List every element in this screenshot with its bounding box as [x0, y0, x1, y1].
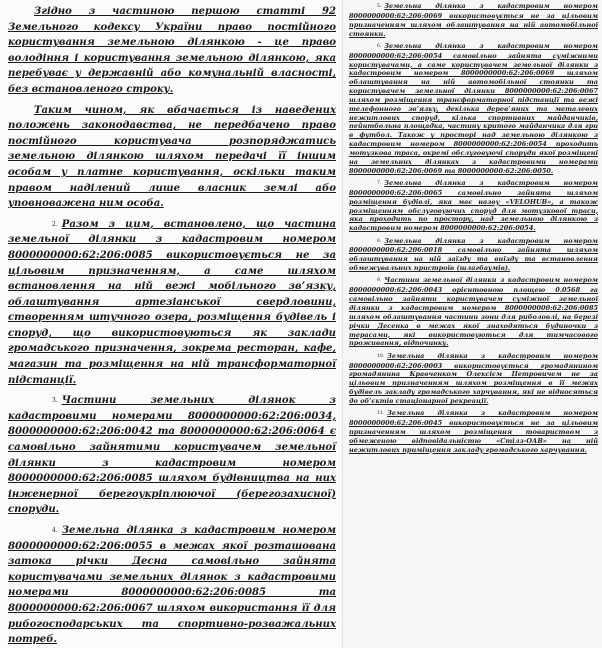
paragraph [8, 393, 336, 518]
paragraph [349, 179, 598, 233]
paragraph-number: 11. [377, 411, 385, 417]
right-column [343, 0, 602, 648]
paragraph [349, 237, 598, 273]
paragraph [8, 103, 336, 212]
paragraph-number: 7. [377, 181, 382, 187]
paragraph-text: Земельна ділянка з кадастровим номером 8000000000:62:206:0018 самовільно зайнята шляхом облаштування на ній заїзду та виїзду та встановлення обмежувальних пристроїв (шлагбаумів). [349, 236, 598, 273]
paragraph-text: Земельна ділянка з кадастровим номером 8000000000:62:206:0069 використовується не за цільовим призначенням шляхом облаштування на ній автомобільної стоянки. [349, 2, 598, 38]
paragraph [8, 217, 336, 389]
paragraph-text: Земельна ділянка з кадастровим номером 8000000000:62:206:0045 використовується не за цільовим призначенням шляхом розміщення товариством з обмеженою відповідальністю «Стілз-ОАВ» на ній нежитлових приміщення закладу громадського харчування. [349, 409, 598, 454]
paragraph-text: Земельна ділянка з кадастровим номером 8000000000:62:206:0054 самовільно зайнята суміжними користувачами, а саме користувачем земельної ділянки з кадастровим номером 8000000000:62:206:0069 шляхом облаштування на ній автомобільної стоянки та користувачем земельної ділянки 8000000000:62:206:0067 шляхом розміщення трансформаторної підстанції та вежі телефонного зв’язку, декілька дерев’яних та металевих нежитлових споруд, кілька спортивних майданчиків, пейнтбольна площадка, частину критого майданчика для гри в футбол. Також у просторі над земельною ділянкою з кадастровим номером 8000000000:62:206:0054 проходить мотузкова траса, окремі обслуговуючі споруди якої розміщені на земельних ділянках з кадастровими номерами 8000000000:62:206:0069 та 8000000000:62:206:0050. [349, 41, 598, 175]
paragraph [349, 2, 598, 38]
paragraph [8, 4, 336, 98]
paragraph-text: Разом з цим, встановлено, що частина земельної ділянки з кадастровим номером 8000000000:62:206:0085 використовується не за цільовим призначенням, а саме шляхом встановлення на ній вежі мобільного зв’язку, облаштування артезіанської свердловини, створенням штучного озера, розміщення будівель і споруд, що використовуються як заклади громадського призначення, зокрема ресторан, кафе, магазин та розміщення на ній трансформаторної підстанції. [8, 218, 336, 386]
paragraph [349, 409, 598, 454]
paragraph-text: Згідно з частиною першою статті 92 Земельного кодексу України право постійного користування земельною ділянкою - це право володіння і користування земельною ділянкою, яка перебуває у державній або комунальній власності, без встановленого строку. [8, 6, 336, 95]
paragraph-number: 4. [52, 527, 58, 534]
paragraph [349, 352, 598, 406]
paragraph-number: 3. [52, 397, 58, 405]
paragraph-text: Таким чином, як вбачається із наведених положень законодавства, не передбачено право постійного користувача розпоряджатись земельною ділянкою шляхом передачі її іншим особам у платне користування, оскільки таким правом наділений лише власник землі або уповноважена ним особа. [8, 104, 336, 210]
paragraph [349, 42, 598, 176]
paragraph-text: Земельна ділянка з кадастровим номером 8000000000:62:206:0055 в межах якої розташована затока річки Десна самовільно зайнята користувачами земельних ділянок з кадастровими номерами 8000000000:62:206:0085 та 8000000000:62:206:0067 шляхом використання її для рибогосподарських та спортивно-розважальних потреб. [8, 525, 336, 646]
paragraph-number: 8. [377, 238, 382, 244]
paragraph-number: 6. [377, 43, 382, 49]
paragraph [8, 523, 336, 648]
paragraph-number: 9. [377, 278, 382, 284]
paragraph [349, 276, 598, 348]
paragraph-number: 2. [52, 220, 58, 228]
paragraph-number: 10. [377, 353, 385, 359]
paragraph-text: Частини земельної ділянки з кадастровим номером 8000000000:62:206:0043 орієнтовною площею 0.0568 га самовільно зайняти користувачем суміжної земельної ділянки з кадастровим номером 8000000000:62:206:0085 шляхом облаштування частини зони для риболовлі, на березі річки Десенка в межах якої знаходяться будиночки з терасами, які використовуються для тимчасового проживання, відпочинку. [349, 276, 598, 348]
paragraph-number: 5. [377, 4, 382, 9]
paragraph-text: Земельна ділянка з кадастровим номером 8000000000:62:206:0065 самовільно зайнята шляхом розміщення будівлі, яка має назву «VELOHUB», а також розміщенням обслуговуючих споруд для мотузкової траси, яка проходить по простору, над земельною ділянкою з кадастровим номером 8000000000:62:206:0054. [349, 179, 598, 233]
paragraph-text: Земельна ділянка з кадастровим номером 8000000000:62:206:0003 використовується громадянином громадянина Кравченком Олексієм Петровичем не за цільовим призначенням шляхом розміщення в її межах будівель закладу громадського харчування, які не відносяться до об’єктів стаціонарної рекреації. [349, 351, 598, 405]
paragraph-text: Частини земельних ділянок з кадастровими номерами 8000000000:62:206:0034, 8000000000:62:206:0042 та 8000000000:62:206:0064 є самовільно зайнятими користувачем земельної ділянки з кадастровим номером 8000000000:62:206:0085 шляхом будівництва на них інженерної берегоукріплюючої (берегозахисної) споруди. [8, 395, 336, 516]
